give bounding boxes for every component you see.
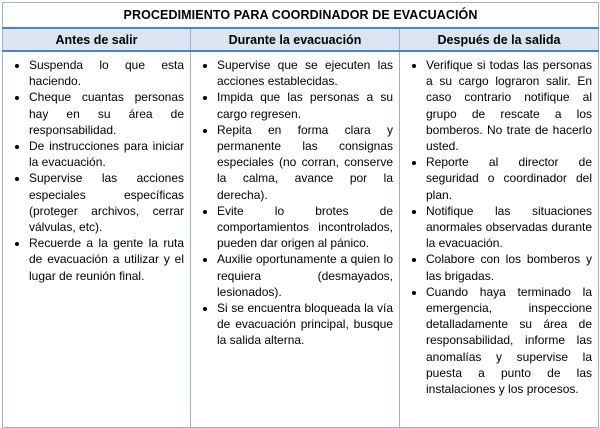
bullet-list-durante: [191, 57, 396, 349]
title-row: [3, 3, 599, 29]
list-item: • Cheque cuantas personas hay en su área de responsabilidad.: [29, 89, 187, 138]
page-title: PROCEDIMIENTO PARA COORDINADOR DE EVACUACIÓN: [3, 3, 599, 29]
bullet-list-antes: [3, 57, 187, 284]
cell-durante-la-evacuacion: [191, 51, 400, 428]
list-item: • Auxilie oportunamente a quien lo requiera (desmayados, lesionados).: [217, 251, 396, 300]
bullet-list-despues: [400, 57, 595, 397]
column-header-durante-la-evacuacion: Durante la evacuación: [191, 28, 400, 51]
list-item: • Supervise las acciones especiales específicas (proteger archivos, cerrar válvulas, etc).: [29, 170, 187, 235]
list-item: • Reporte al director de seguridad o coordinador del plan.: [426, 154, 595, 203]
evacuation-procedure-table: [2, 2, 599, 428]
cell-despues-de-la-salida: [400, 51, 599, 428]
list-item: • De instrucciones para iniciar la evacuación.: [29, 138, 187, 170]
column-header-row: [3, 28, 599, 51]
list-item: • Suspenda lo que esta haciendo.: [29, 57, 187, 89]
list-item: • Impida que las personas a su cargo regresen.: [217, 89, 396, 121]
content-row: [3, 51, 599, 428]
column-header-despues-de-la-salida: Después de la salida: [400, 28, 599, 51]
list-item: • Colabore con los bomberos y las brigadas.: [426, 251, 595, 283]
list-item: • Notifique las situaciones anormales observadas durante la evacuación.: [426, 203, 595, 252]
list-item: • Evite lo brotes de comportamientos incontrolados, pueden dar origen al pánico.: [217, 203, 396, 252]
cell-antes-de-salir: [3, 51, 191, 428]
list-item: • Recuerde a la gente la ruta de evacuación a utilizar y el lugar de reunión final.: [29, 235, 187, 284]
list-item: • Cuando haya terminado la emergencia, inspeccione detalladamente su área de responsabilidad, informe las anomalías y supervise la puesta a punto de las instalaciones y los procesos.: [426, 284, 595, 397]
list-item: • Repita en forma clara y permanente las consignas especiales (no corran, conserve la calma, avance por la derecha).: [217, 122, 396, 203]
list-item: • Si se encuentra bloqueada la vía de evacuación principal, busque la salida alterna.: [217, 300, 396, 349]
list-item: • Supervise que se ejecuten las acciones establecidas.: [217, 57, 396, 89]
list-item: • Verifique si todas las personas a su cargo lograron salir. En caso contrario notifique al grupo de rescate a los bomberos. No trate de hacerlo usted.: [426, 57, 595, 154]
column-header-antes-de-salir: Antes de salir: [3, 28, 191, 51]
